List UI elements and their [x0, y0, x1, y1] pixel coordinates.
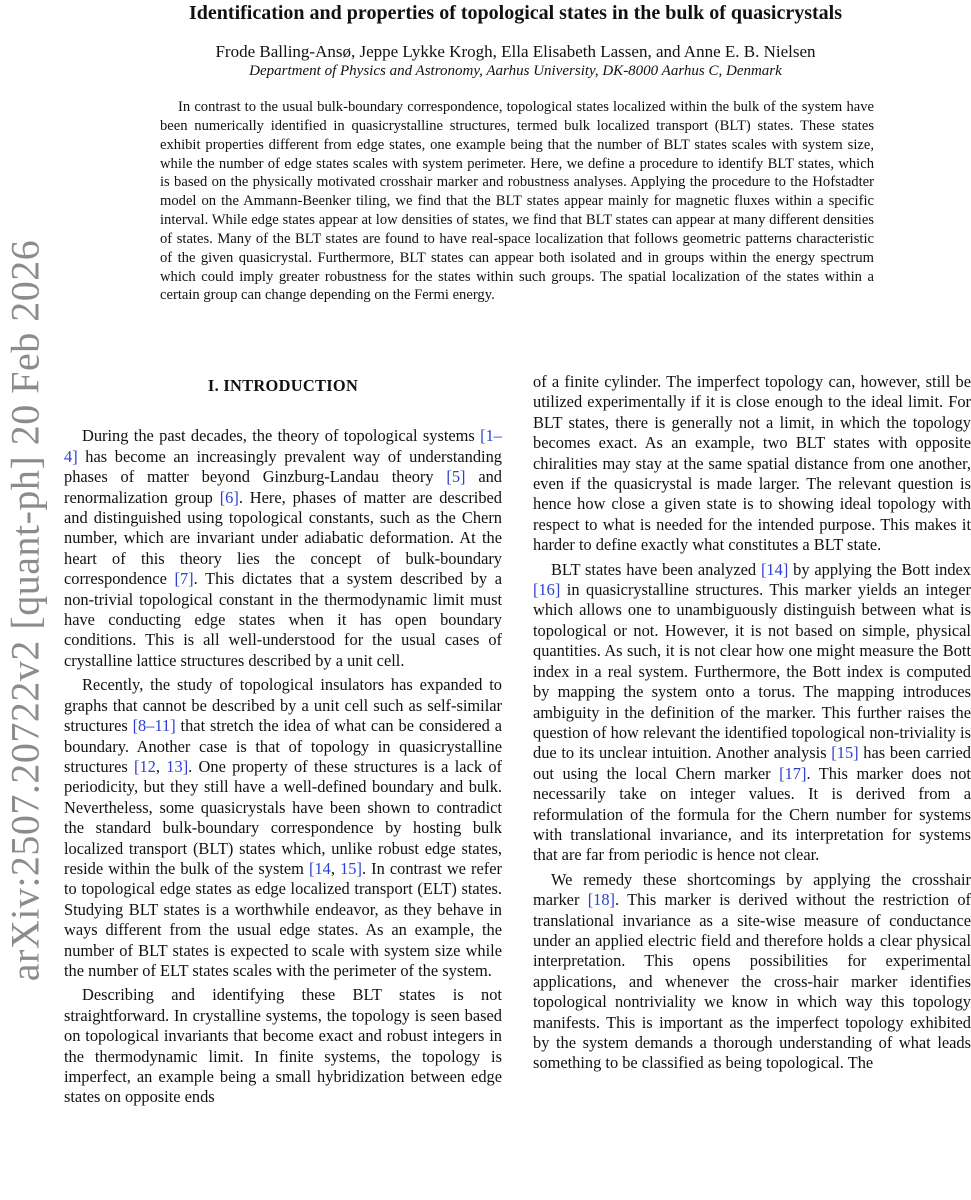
paragraph-3: Describing and identifying these BLT states is not straightforward. In crystalline systems, the topology is seen based on topological invariants that become exact and robust integers in the thermodynamic limit. In finite systems, the topology is imperfect, an example being a small hybridization between edge states on opposite ends: [64, 985, 502, 1107]
citation-link[interactable]: [14: [309, 858, 331, 878]
citation-link[interactable]: 13]: [166, 756, 189, 776]
paragraph-3-continued: of a finite cylinder. The imperfect topology can, however, still be utilized experimentally if it is close enough to the ideal limit. For BLT states, there is generally not a limit, in which the topology becomes exact. As an example, two BLT states with opposite chiralities may stay at the same spatial distance from one another, even if the quasicrystal is made larger. The relevant question is hence how close a given state is to showing ideal topology with respect to what is needed for the intended purpose. This makes it harder to define exactly what constitutes a BLT state.: [533, 372, 971, 555]
paragraph-2: Recently, the study of topological insulators has expanded to graphs that cannot be described by a unit cell such as self-similar structures [8–11] that stretch the idea of what can be considered a boundary. Another case is that of topology in quasicrystalline structures [12, 13]. One property of these structures is a lack of periodicity, but they still have a well-defined boundary and bulk. Nevertheless, some quasicrystals have been shown to contradict the standard bulk-boundary correspondence by hosting bulk localized transport (BLT) states which, unlike robust edge states, reside within the bulk of the system [14, 15]. In contrast we refer to topological edge states as edge localized transport (ELT) states. Studying BLT states is a worthwhile endeavor, as they behave in ways different from the usual edge states. As an example, the number of BLT states is expected to scale with system size while the number of ELT states scales with the perimeter of the system.: [64, 675, 502, 980]
paragraph-4: BLT states have been analyzed [14] by applying the Bott index [16] in quasicrystalline structures. This marker yields an integer which allows one to unambiguously distinguish between what is topological or not. However, it is not based on simple, physical quantities. As such, it is not clear how one might measure the Bott index in a real system. Furthermore, the Bott index is computed by mapping the system onto a torus. The mapping introduces ambiguity in the definition of the marker. This further raises the question of how relevant the identified topological non-triviality is due to its unclear intuition. Another analysis [15] has been carried out using the local Chern marker [17]. This marker does not necessarily take on integer values. It is derived from a reformulation of the formula for the Chern number for systems with translational invariance, and its interpretation for systems that are far from periodic is hence not clear.: [533, 559, 971, 865]
right-column: [533, 372, 971, 1074]
citation-link[interactable]: [6]: [219, 487, 239, 507]
abstract: In contrast to the usual bulk-boundary correspondence, topological states localized within the bulk of the system have been numerically identified in quasicrystalline structures, termed bulk localized transport (BLT) states. These states exhibit properties different from edge states, one example being that the number of BLT states scales with system size, while the number of edge states scales with system perimeter. Here, we define a procedure to identify BLT states, which is based on the physically motivated crosshair marker and robustness analyses. Applying the procedure to the Hofstadter model on the Ammann-Beenker tiling, we find that the BLT states appear mainly for magnetic fluxes within a specific interval. While edge states appear at low densities of states, we find that BLT states can appear at many different densities of states. Many of the BLT states are found to have real-space localization that follows geometric patterns characteristic of the given quasicrystal. Furthermore, BLT states can appear both isolated and in groups within the energy spectrum which could imply greater robustness for the states within such groups. The spatial localization of the states within a certain group can change depending on the Fermi energy.: [160, 99, 874, 304]
affiliation: Department of Physics and Astronomy, Aarhus University, DK-8000 Aarhus C, Denmark: [249, 63, 782, 79]
citation-link[interactable]: [8–11]: [132, 716, 176, 736]
citation-link[interactable]: [5]: [446, 467, 466, 487]
citation-link[interactable]: [18]: [587, 890, 616, 910]
citation-link[interactable]: [12: [134, 756, 156, 776]
citation-link[interactable]: [7]: [174, 569, 194, 589]
left-column: [64, 372, 502, 1108]
author-list: Frode Balling-Ansø, Jeppe Lykke Krogh, Ella Elisabeth Lassen, and Anne E. B. Nielsen: [215, 42, 816, 61]
citation-link[interactable]: [14]: [760, 559, 789, 579]
paragraph-1: During the past decades, the theory of topological systems [1–4] has become an increasingly prevalent way of understanding phases of matter beyond Ginzburg-Landau theory [5] and renormalization group [6]. Here, phases of matter are described and distinguished using topological constants, such as the Chern number, which are invariant under adiabatic deformation. At the heart of this theory lies the concept of bulk-boundary correspondence [7]. This dictates that a system described by a non-trivial topological constant in the thermodynamic limit must have conducting edge states when it has open boundary conditions. This is all well-understood for the usual cases of crystalline lattice structures described by a unit cell.: [64, 426, 502, 670]
citation-link[interactable]: [1–4]: [64, 426, 502, 466]
paragraph-5: We remedy these shortcomings by applying the crosshair marker [18]. This marker is derived without the restriction of translational invariance as a site-wise measure of conductance under an applied electric field and therefore holds a clear physical interpretation. This opens possibilities for experimental applications, and whenever the cross-hair marker identifies topological nontriviality we know in which way this topology manifests. This is important as the imperfect topology exhibited by the system demands a thorough understanding of what leads something to be classified as being topological. The: [533, 869, 971, 1073]
citation-link[interactable]: [15]: [831, 743, 859, 763]
citation-link[interactable]: 15]: [340, 858, 362, 878]
paper-title: Identification and properties of topological states in the bulk of quasicrystals: [189, 2, 842, 24]
citation-link[interactable]: [16]: [533, 580, 561, 600]
arxiv-sidebar: [0, 239, 60, 981]
citation-link[interactable]: [17]: [779, 763, 807, 783]
section-heading-introduction: I. INTRODUCTION: [207, 376, 359, 395]
arxiv-identifier: arXiv:2507.20722v2 [quant-ph] 20 Feb 2026: [2, 239, 48, 981]
